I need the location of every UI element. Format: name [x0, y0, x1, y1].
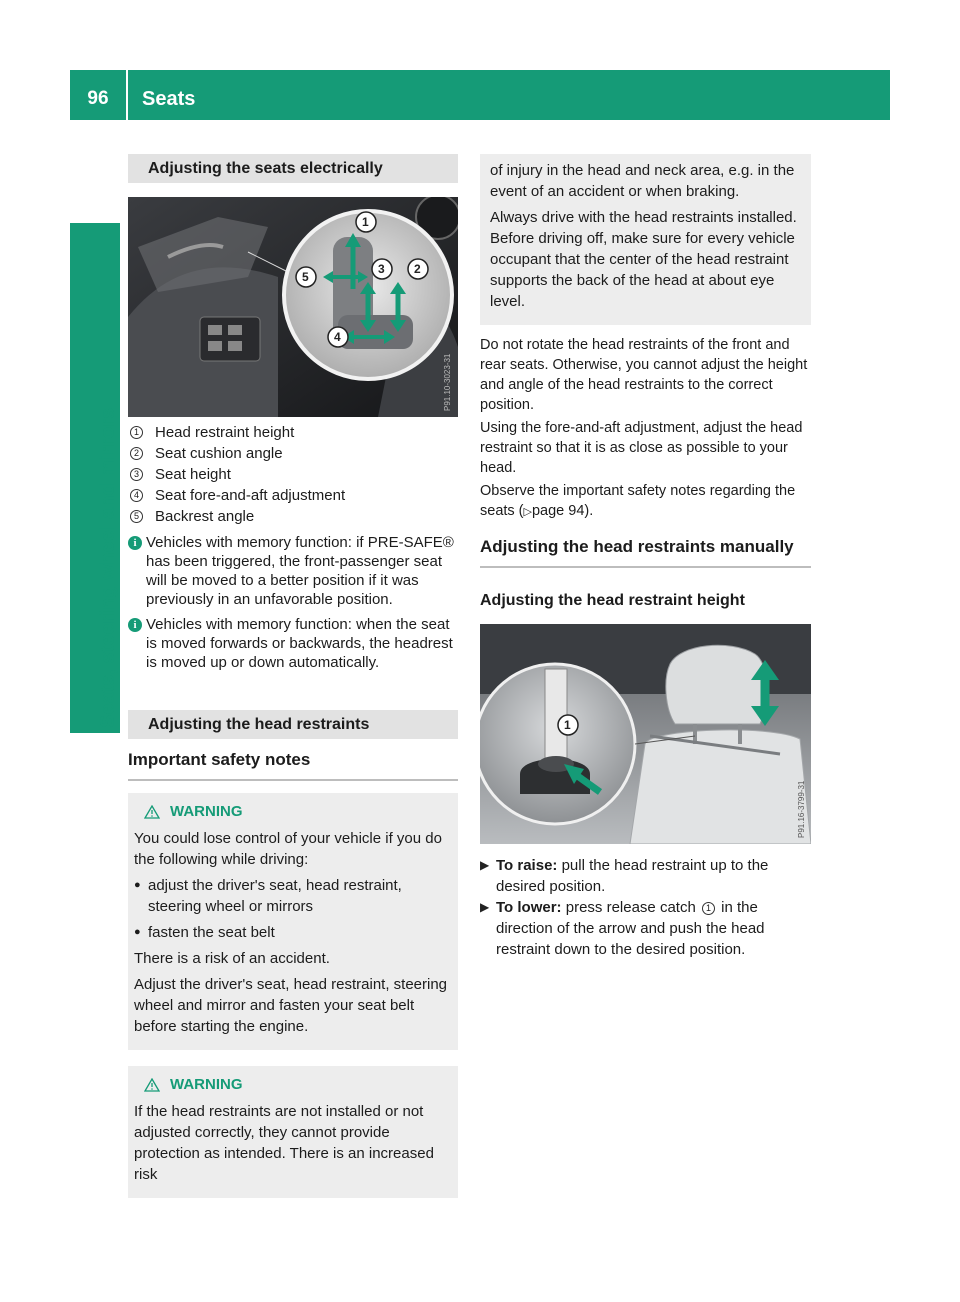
- page-reference-arrow: ▷: [523, 506, 532, 518]
- header-divider: [126, 70, 128, 120]
- left-column: [128, 154, 458, 1198]
- section-title-electric: Adjusting the seats electrically: [128, 154, 458, 183]
- legend-text: Seat cushion angle: [155, 445, 283, 462]
- legend-text: Seat height: [155, 466, 231, 483]
- warning-text: You could lose control of your vehicle if you do the following while driving:: [134, 830, 442, 868]
- step-label: To raise:: [496, 857, 558, 874]
- right-column: [480, 154, 811, 960]
- page-header: [70, 70, 890, 120]
- legend-text: Head restraint height: [155, 424, 295, 441]
- svg-text:1: 1: [362, 215, 369, 229]
- svg-text:2: 2: [414, 262, 421, 276]
- info-icon: i: [128, 618, 142, 632]
- info-text: Vehicles with memory function: if PRE-SAFE® has been triggered, the front-passenger seat will be moved to a better position if it was previously in an unfavorable position.: [146, 534, 454, 608]
- callout-number: 4: [130, 489, 143, 502]
- warning-heading: [144, 801, 452, 822]
- instruction-step: [480, 855, 811, 897]
- legend-item: [128, 464, 458, 485]
- warning-box-continued: [480, 154, 811, 325]
- callout-number: 1: [702, 902, 715, 915]
- info-icon: i: [128, 536, 142, 550]
- chapter-title: Seats: [142, 88, 196, 110]
- svg-text:5: 5: [302, 270, 309, 284]
- body-paragraph: Do not rotate the head restraints of the front and rear seats. Otherwise, you cannot adjust the height and angle of the head restraints to the correct position.: [480, 337, 808, 413]
- step-arrow-icon: ▶: [480, 858, 490, 872]
- warning-triangle-icon: [144, 1078, 160, 1092]
- callout-number: 3: [130, 468, 143, 481]
- body-paragraph: Using the fore-and-aft adjustment, adjust the head restraint so that it is as close as possible to your head.: [480, 420, 803, 476]
- figure-code: P91.10-3023-31: [443, 353, 452, 411]
- side-tab-text: Seats, steering wheel and mirrors: [97, 407, 119, 728]
- svg-text:1: 1: [564, 718, 571, 732]
- bullet-item: ● adjust the driver's seat, head restraint, steering wheel or mirrors: [134, 875, 452, 917]
- step-text: pull the head restraint up to the desired position.: [496, 857, 769, 895]
- warning-box: [128, 1066, 458, 1198]
- info-note: [128, 615, 458, 672]
- svg-text:3: 3: [378, 262, 385, 276]
- page-number: 96: [87, 88, 109, 109]
- legend-item: [128, 506, 458, 527]
- warning-label: WARNING: [170, 803, 243, 820]
- body-paragraph: Observe the important safety notes regarding the seats (▷page 94).: [480, 483, 796, 519]
- callout-number: 2: [130, 447, 143, 460]
- warning-label: WARNING: [170, 1076, 243, 1093]
- seat-controls-figure: [128, 197, 458, 417]
- legend-item: [128, 443, 458, 464]
- warning-text: of injury in the head and neck area, e.g. in the event of an accident or when braking.: [490, 162, 795, 200]
- step-text: in the direction of the arrow and push the head restraint down to the desired position.: [496, 899, 765, 958]
- svg-text:4: 4: [334, 330, 341, 344]
- page-reference[interactable]: page 94).: [531, 503, 594, 519]
- warning-box: [128, 793, 458, 1050]
- seat-controls-illustration: [128, 197, 458, 417]
- warning-text: If the head restraints are not installed or not adjusted correctly, they cannot provide protection as intended. There is an increased risk: [134, 1103, 434, 1183]
- warning-text: Always drive with the head restraints installed. Before driving off, make sure for every vehicle occupant that the center of the head restraint supports the back of the head at about eye level.: [490, 209, 797, 310]
- warning-heading: [144, 1074, 452, 1095]
- warning-text: Adjust the driver's seat, head restraint, steering wheel and mirror and fasten your seat belt before starting the engine.: [134, 976, 448, 1035]
- info-text: Vehicles with memory function: when the seat is moved forwards or backwards, the headrest is moved up or down automatically.: [146, 616, 453, 671]
- instruction-step: [480, 897, 811, 960]
- callout-number: 1: [130, 426, 143, 439]
- bullet-text: adjust the driver's seat, head restraint, steering wheel or mirrors: [148, 877, 402, 915]
- subsection-head-restraint-height: Adjusting the head restraint height: [480, 592, 745, 609]
- figure-code: P91.16-3799-31: [797, 780, 806, 838]
- legend-item: [128, 485, 458, 506]
- legend-text: Backrest angle: [155, 508, 255, 525]
- section-title-head-restraints: Adjusting the head restraints: [128, 710, 458, 739]
- legend-list: [128, 422, 458, 527]
- step-label: To lower:: [496, 899, 562, 916]
- warning-text: There is a risk of an accident.: [134, 950, 330, 967]
- warning-triangle-icon: [144, 805, 160, 819]
- legend-text: Seat fore-and-aft adjustment: [155, 487, 346, 504]
- head-restraint-illustration: [480, 624, 811, 844]
- bullet-item: ● fasten the seat belt: [134, 924, 275, 941]
- step-arrow-icon: ▶: [480, 900, 490, 914]
- bullet-text: fasten the seat belt: [148, 924, 275, 941]
- subsection-safety-notes: Important safety notes: [128, 749, 458, 781]
- instruction-steps: [480, 855, 811, 960]
- head-restraint-figure: [480, 624, 811, 844]
- info-note: [128, 533, 458, 609]
- legend-item: [128, 422, 458, 443]
- section-title-manual: Adjusting the head restraints manually: [480, 536, 811, 568]
- callout-number: 5: [130, 510, 143, 523]
- step-text: press release catch: [565, 899, 696, 916]
